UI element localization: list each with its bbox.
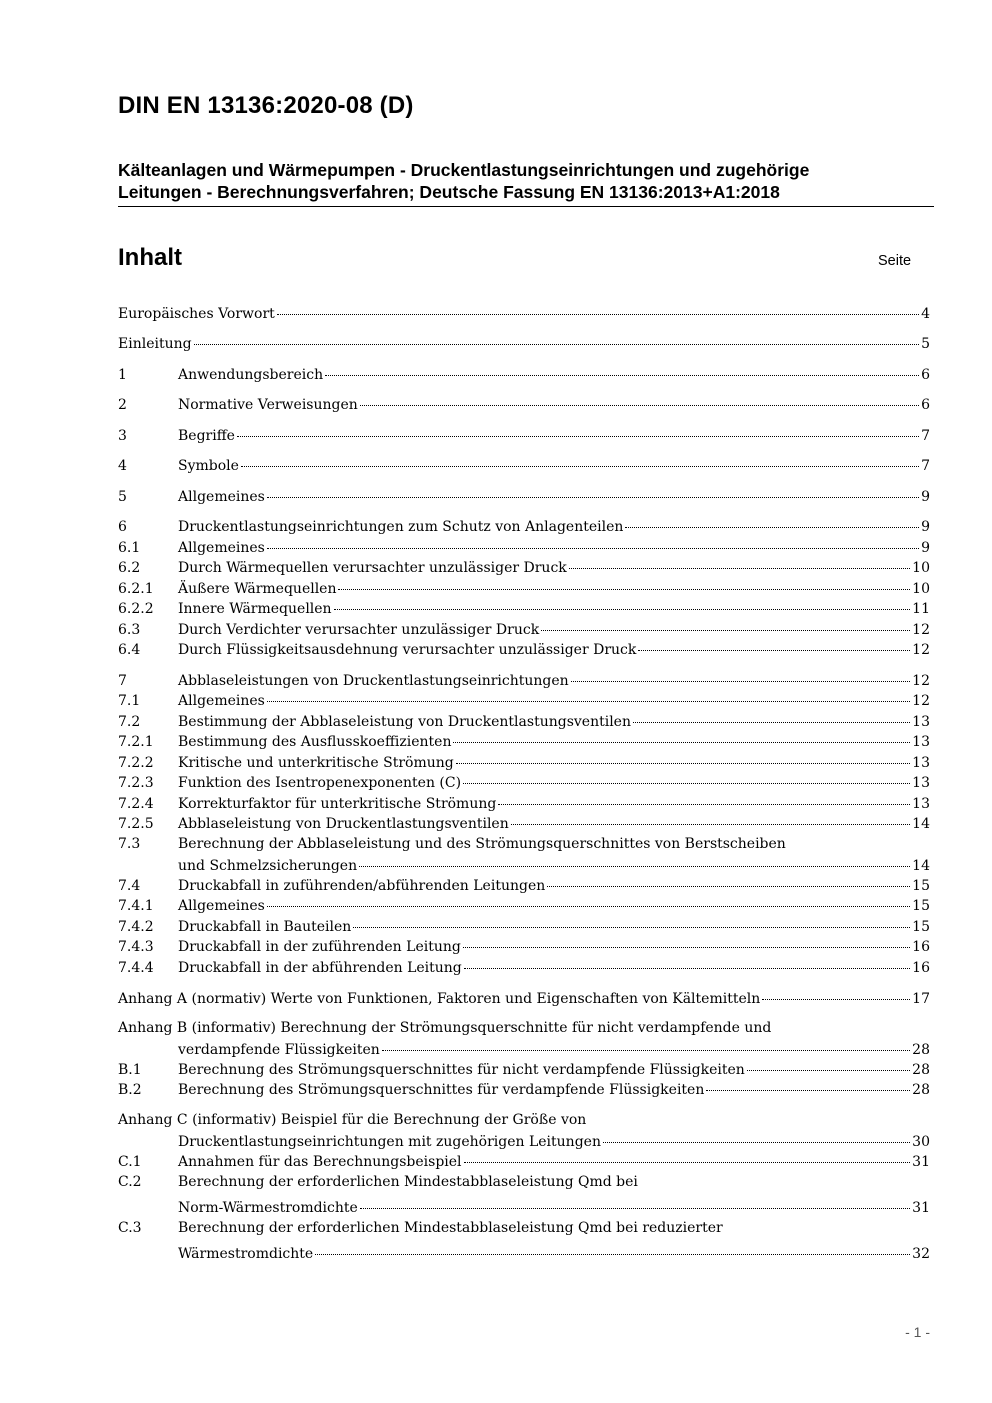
toc-entry-title: Druckabfall in der abführenden Leitung <box>178 960 462 976</box>
toc-leader-dots <box>267 687 910 702</box>
toc-entry[interactable] <box>118 1110 930 1152</box>
toc-entry-title: Innere Wärmequellen <box>178 601 332 617</box>
toc-entry-title: Allgemeines <box>178 898 265 914</box>
toc-entry-line <box>118 957 930 979</box>
toc-entry-title: Korrekturfaktor für unterkritische Strömung <box>178 796 497 812</box>
toc-entry-line <box>118 1218 930 1239</box>
toc-leader-dots <box>325 361 919 376</box>
toc-entry-page: 9 <box>921 519 930 535</box>
toc-leader-dots <box>241 452 919 467</box>
toc-entry-line <box>118 813 930 835</box>
toc-entry-title: Anwendungsbereich <box>178 367 324 383</box>
toc-entry-page: 11 <box>912 601 930 617</box>
toc-entry-page: 14 <box>912 816 930 832</box>
toc-entry[interactable] <box>118 1018 930 1060</box>
toc-leader-dots <box>571 667 911 682</box>
toc-entry-number: 6.2.1 <box>118 581 154 597</box>
toc-entry-page: 6 <box>921 397 930 413</box>
toc-entry-number: 6.4 <box>118 642 141 658</box>
toc-leader-dots <box>463 933 910 948</box>
toc-entry-title: Druckabfall in Bauteilen <box>178 919 352 935</box>
toc-entry-line <box>118 364 930 386</box>
toc-entry-line <box>118 486 930 508</box>
toc-entry-title: Allgemeines <box>178 540 265 556</box>
toc-entry[interactable] <box>118 1218 930 1264</box>
toc-entry-page: 12 <box>912 622 930 638</box>
toc-entry-number: C.1 <box>118 1154 142 1170</box>
toc-entry-number: 6.2.2 <box>118 601 154 617</box>
toc-entry-number: 7.4.2 <box>118 919 154 935</box>
toc-entry-number: 7.2 <box>118 714 141 730</box>
toc-leader-dots <box>541 616 910 631</box>
toc-entry-number: 7 <box>118 673 127 689</box>
toc-entry-title: Begriffe <box>178 428 235 444</box>
subtitle-line: Kälteanlagen und Wärmepumpen - Druckentlastungseinrichtungen und zugehörige <box>118 160 810 180</box>
toc-leader-dots <box>359 852 910 867</box>
toc-leader-dots <box>338 575 910 590</box>
toc-entry-number: 7.4.1 <box>118 898 154 914</box>
toc-entry[interactable] <box>118 364 930 386</box>
page-number: - 1 - <box>905 1324 930 1340</box>
toc-entry[interactable] <box>118 957 930 979</box>
toc-entry-page: 6 <box>921 367 930 383</box>
toc-entry-title: Berechnung der Abblaseleistung und des Strömungsquerschnittes von Berstscheiben <box>178 836 786 852</box>
toc-leader-dots <box>456 749 910 764</box>
toc-entry-page: 28 <box>912 1062 930 1078</box>
toc-entry-title: Normative Verweisungen <box>178 397 358 413</box>
toc-leader-dots <box>360 391 919 406</box>
toc-entry-page: 13 <box>912 734 930 750</box>
toc-entry[interactable] <box>118 834 930 876</box>
toc-leader-dots <box>625 513 919 528</box>
toc-entry-page: 15 <box>912 878 930 894</box>
toc-entry-line <box>118 425 930 447</box>
toc-entry-number: 7.4 <box>118 878 141 894</box>
toc-leader-dots <box>453 728 910 743</box>
toc-entry-title-continued: Norm-Wärmestromdichte <box>178 1199 358 1216</box>
toc-entry-page: 12 <box>912 693 930 709</box>
toc-entry-number: B.1 <box>118 1062 142 1078</box>
toc-entry-line <box>118 1197 930 1219</box>
toc-leader-dots <box>360 1194 910 1209</box>
toc-entry-line <box>118 1172 930 1193</box>
toc-entry-line <box>118 455 930 477</box>
toc-entry[interactable] <box>118 425 930 447</box>
toc-entry-title-continued: verdampfende Flüssigkeiten <box>178 1041 380 1058</box>
toc-entry-number: 6.1 <box>118 540 141 556</box>
title-divider <box>118 206 934 207</box>
toc-entry-page: 10 <box>912 581 930 597</box>
toc-entry-title: Druckentlastungseinrichtungen zum Schutz von Anlagenteilen <box>178 519 624 535</box>
toc-entry-number: 3 <box>118 428 127 444</box>
toc-leader-dots <box>334 595 911 610</box>
toc-entry-title-continued: Wärmestromdichte <box>178 1245 314 1262</box>
toc-entry-page: 9 <box>921 489 930 505</box>
toc-leader-dots <box>267 534 919 549</box>
toc-entry-title: Annahmen für das Berechnungsbeispiel <box>178 1154 462 1170</box>
toc-entry-title: Symbole <box>178 458 239 474</box>
toc-entry-page: 32 <box>912 1245 930 1262</box>
toc-entry-title: Druckabfall in der zuführenden Leitung <box>178 939 461 955</box>
toc-entry-page: 16 <box>912 939 930 955</box>
toc-entry[interactable] <box>118 639 930 661</box>
toc-leader-dots <box>569 554 910 569</box>
toc-entry-number: 6.3 <box>118 622 141 638</box>
toc-entry-number: 7.2.2 <box>118 755 154 771</box>
toc-entry-number: C.2 <box>118 1174 142 1190</box>
toc-leader-dots <box>315 1240 910 1255</box>
toc-entry-title: Anhang C (informativ) Beispiel für die Berechnung der Größe von <box>118 1112 587 1128</box>
toc-entry-line <box>118 639 930 661</box>
toc-entry-page: 15 <box>912 898 930 914</box>
toc-entry-page: 10 <box>912 560 930 576</box>
toc-entry-title: Durch Flüssigkeitsausdehnung verursachter unzulässiger Druck <box>178 642 637 658</box>
toc-entry-title: Anhang A (normativ) Werte von Funktionen, Faktoren und Eigenschaften von Kältemitteln <box>118 991 761 1007</box>
toc-entry-page: 13 <box>912 755 930 771</box>
toc-entry[interactable] <box>118 1172 930 1218</box>
toc-entry-title: Abblaseleistungen von Druckentlastungseinrichtungen <box>178 673 569 689</box>
toc-entry-number: 7.1 <box>118 693 141 709</box>
toc-entry[interactable] <box>118 1079 930 1101</box>
toc-entry-page: 7 <box>921 458 930 474</box>
toc-entry-title: Druckabfall in zuführenden/abführenden Leitungen <box>178 878 546 894</box>
toc-entry-title: Bestimmung des Ausflusskoeffizienten <box>178 734 452 750</box>
toc-entry-title: Anhang B (informativ) Berechnung der Strömungsquerschnitte für nicht verdampfende und <box>118 1020 772 1036</box>
toc-entry-page: 13 <box>912 796 930 812</box>
toc-entry-page: 31 <box>912 1199 930 1216</box>
toc-entry-page: 4 <box>921 306 930 322</box>
toc-entry-page: 13 <box>912 714 930 730</box>
toc-entry-line <box>118 394 930 416</box>
toc-entry-number: 7.3 <box>118 836 141 852</box>
toc-entry-number: 1 <box>118 367 127 383</box>
toc-entry-title: Abblaseleistung von Druckentlastungsventilen <box>178 816 509 832</box>
toc-entry-number: C.3 <box>118 1220 142 1236</box>
toc-entry-title-continued: Druckentlastungseinrichtungen mit zugehörigen Leitungen <box>178 1133 601 1150</box>
toc-leader-dots <box>547 872 910 887</box>
toc-leader-dots <box>603 1128 910 1143</box>
toc-entry[interactable] <box>118 813 930 835</box>
toc-heading: Inhalt <box>118 244 182 271</box>
toc-entry-title: Bestimmung der Abblaseleistung von Druckentlastungsventilen <box>178 714 631 730</box>
toc-entry-number: 7.2.1 <box>118 734 154 750</box>
toc-entry[interactable] <box>118 1151 930 1173</box>
toc-entry[interactable] <box>118 303 930 325</box>
toc-entry[interactable] <box>118 988 930 1010</box>
toc-leader-dots <box>464 954 910 969</box>
toc-entry-number: 7.4.4 <box>118 960 154 976</box>
toc-entry-page: 7 <box>921 428 930 444</box>
toc-entry[interactable] <box>118 486 930 508</box>
toc-entry-number: B.2 <box>118 1082 142 1098</box>
toc-entry-title-continued: und Schmelzsicherungen <box>178 857 358 874</box>
toc-leader-dots <box>762 985 910 1000</box>
toc-leader-dots <box>353 913 910 928</box>
toc-entry-title: Durch Verdichter verursachter unzulässiger Druck <box>178 622 540 638</box>
toc-entry-page: 28 <box>912 1082 930 1098</box>
toc-leader-dots <box>706 1076 910 1091</box>
toc-entry-title: Berechnung der erforderlichen Mindestabblaseleistung Qmd bei reduzierter <box>178 1220 723 1236</box>
toc-entry-number: 7.4.3 <box>118 939 154 955</box>
toc-entry-number: 7.2.3 <box>118 775 154 791</box>
toc-entry-page: 28 <box>912 1041 930 1058</box>
toc-page-column-heading: Seite <box>878 253 912 269</box>
toc-entry-page: 13 <box>912 775 930 791</box>
toc-entry-line <box>118 303 930 325</box>
toc-leader-dots <box>464 1148 911 1163</box>
toc-entry-page: 14 <box>912 857 930 874</box>
subtitle-line: Leitungen - Berechnungsverfahren; Deutsche Fassung EN 13136:2013+A1:2018 <box>118 182 780 202</box>
toc-leader-dots <box>277 300 919 315</box>
toc-leader-dots <box>463 769 910 784</box>
toc-entry-line <box>118 988 930 1010</box>
toc-entry-title: Äußere Wärmequellen <box>178 581 337 597</box>
toc-entry[interactable] <box>118 394 930 416</box>
toc-entry-title: Allgemeines <box>178 489 265 505</box>
toc-entry-page: 15 <box>912 919 930 935</box>
toc-entry-title: Einleitung <box>118 336 192 352</box>
toc-entry-title: Berechnung des Strömungsquerschnittes für nicht verdampfende Flüssigkeiten <box>178 1062 745 1078</box>
document-subtitle <box>118 159 930 203</box>
toc-leader-dots <box>747 1056 910 1071</box>
toc-leader-dots <box>498 790 910 805</box>
toc-entry-number: 2 <box>118 397 127 413</box>
toc-entry-title: Europäisches Vorwort <box>118 306 275 322</box>
toc-leader-dots <box>382 1036 910 1051</box>
toc-entry-number: 6 <box>118 519 127 535</box>
toc-entry-line <box>118 1243 930 1265</box>
document-id: DIN EN 13136:2020-08 (D) <box>118 92 414 119</box>
toc-entry-page: 9 <box>921 540 930 556</box>
toc-entry-title: Funktion des Isentropenexponenten (C) <box>178 775 462 791</box>
toc-leader-dots <box>633 708 910 723</box>
toc-entry-page: 5 <box>921 336 930 352</box>
toc-entry-title: Berechnung der erforderlichen Mindestabblaseleistung Qmd bei <box>178 1174 638 1190</box>
toc-entry-number: 7.2.5 <box>118 816 154 832</box>
toc-leader-dots <box>511 810 910 825</box>
toc-leader-dots <box>267 483 919 498</box>
toc-entry-line <box>118 1079 930 1101</box>
toc-entry-page: 17 <box>912 991 930 1007</box>
toc-leader-dots <box>638 636 910 651</box>
toc-entry[interactable] <box>118 333 930 355</box>
toc-leader-dots <box>237 422 919 437</box>
toc-entry-number: 4 <box>118 458 127 474</box>
toc-entry-title: Berechnung des Strömungsquerschnittes für verdampfende Flüssigkeiten <box>178 1082 705 1098</box>
toc-entry-number: 6.2 <box>118 560 141 576</box>
toc-entry-title: Kritische und unterkritische Strömung <box>178 755 454 771</box>
toc-entry-page: 12 <box>912 642 930 658</box>
toc-entry-line <box>118 333 930 355</box>
toc-entry-page: 30 <box>912 1133 930 1150</box>
toc-entry-line <box>118 1151 930 1173</box>
toc-entry-title: Allgemeines <box>178 693 265 709</box>
toc-leader-dots <box>267 892 910 907</box>
toc-entry-number: 5 <box>118 489 127 505</box>
toc-entry-page: 16 <box>912 960 930 976</box>
toc-entry-page: 12 <box>912 673 930 689</box>
toc-entry-page: 31 <box>912 1154 930 1170</box>
toc-leader-dots <box>194 330 920 345</box>
toc-entry[interactable] <box>118 455 930 477</box>
toc-entry-number: 7.2.4 <box>118 796 154 812</box>
toc-entry-title: Durch Wärmequellen verursachter unzulässiger Druck <box>178 560 567 576</box>
